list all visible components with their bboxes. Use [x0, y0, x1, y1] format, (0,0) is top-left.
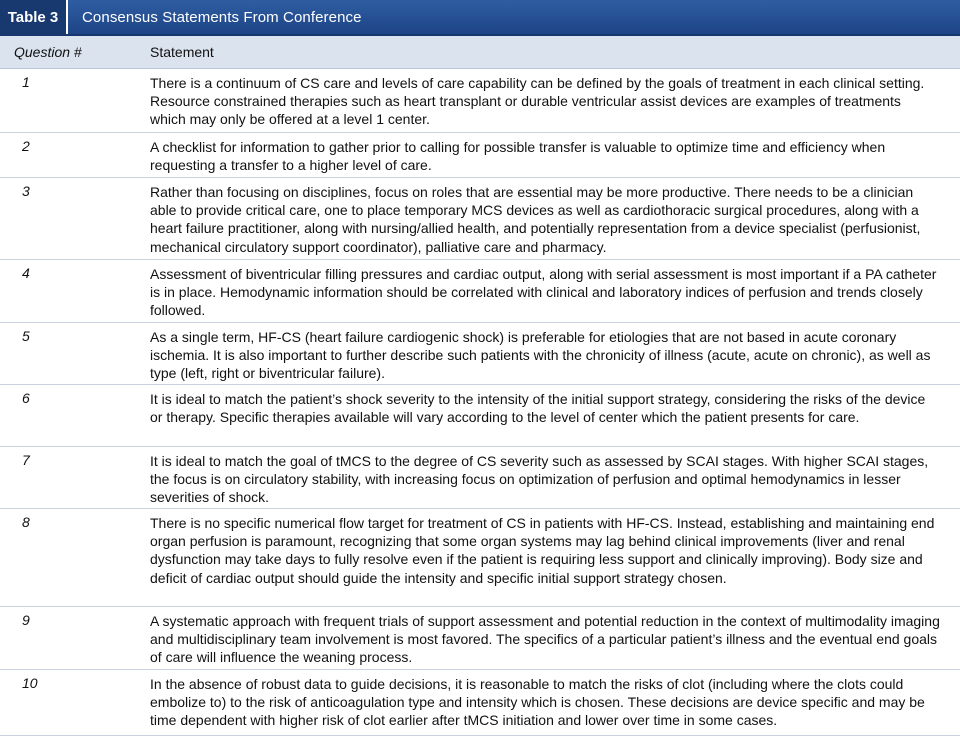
table-title: Consensus Statements From Conference	[82, 8, 362, 26]
table-row	[0, 133, 960, 178]
table-row	[0, 178, 960, 260]
question-column-header: Question #	[14, 44, 82, 60]
table-row	[0, 69, 960, 133]
column-header-row	[0, 36, 960, 69]
statement-text: In the absence of robust data to guide decisions, it is reasonable to match the risks of clot (including where the clots could embolize to) to the risk of anticoagulation type and intensity which is chosen. These decisions are device specific and may be time dependent with higher risk of clot earlier after tMCS initiation and lower over time in some cases.	[150, 676, 925, 729]
statement-text: There is no specific numerical flow target for treatment of CS in patients with HF-CS. Instead, establishing and maintaining end organ perfusion is paramount, recognizing that some organ systems may lag behind clinical improvements (liver and renal dysfunction may take days to fully resolve even if the patient is requiring less support and clinically improving). Body size and deficit of cardiac output should guide the intensity and specific initial support strategy chosen.	[150, 515, 935, 586]
question-number: 4	[22, 265, 30, 281]
question-number: 2	[22, 138, 30, 154]
table-row	[0, 447, 960, 509]
statement-text: Rather than focusing on disciplines, focus on roles that are essential may be more productive. There needs to be a clinician able to provide critical care, one to place temporary MCS devices as well as cardiothoracic surgical procedures, along with a heart failure practitioner, along with nursing/allied health, and potentially representation from a device specialist (perfusionist, mechanical circulatory support coordinator), palliative care and pharmacy.	[150, 184, 921, 255]
table-row	[0, 385, 960, 447]
question-number: 6	[22, 390, 30, 406]
question-number: 8	[22, 514, 30, 530]
table-row	[0, 607, 960, 670]
statement-column-header: Statement	[150, 44, 214, 60]
question-number: 3	[22, 183, 30, 199]
statement-text: It is ideal to match the patient’s shock severity to the intensity of the initial support strategy, considering the risks of the device or therapy. Specific therapies available will vary according to the level of center which the patient presents for care.	[150, 391, 926, 426]
question-number: 7	[22, 452, 30, 468]
table-row	[0, 670, 960, 736]
statement-text: A checklist for information to gather prior to calling for possible transfer is valuable to optimize time and efficiency when requesting a transfer to a higher level of care.	[150, 139, 886, 174]
question-number: 9	[22, 612, 30, 628]
table-row	[0, 323, 960, 385]
statement-text: Assessment of biventricular filling pressures and cardiac output, along with serial assessment is most important if a PA catheter is in place. Hemodynamic information should be correlated with clinical and laboratory indices of perfusion and trends closely followed.	[150, 266, 937, 319]
statement-text: As a single term, HF-CS (heart failure cardiogenic shock) is preferable for etiologies that are not based in acute coronary ischemia. It is also important to further describe such patients with the chronicity of illness (acute, acute on chronic), as well as type (left, right or biventricular failure).	[150, 329, 931, 382]
question-number: 5	[22, 328, 30, 344]
statement-text: A systematic approach with frequent trials of support assessment and potential reduction in the context of multimodality imaging and multidisciplinary team involvement is most favored. The specifics of a particular patient’s illness and the eventual end goals of care will influence the weaning process.	[150, 613, 940, 666]
table-row	[0, 509, 960, 607]
statement-text: It is ideal to match the goal of tMCS to the degree of CS severity such as assessed by SCAI stages. With higher SCAI stages, the focus is on circulatory stability, with increasing focus on optimization of perfusion and optimal hemodynamics in lesser severities of shock.	[150, 453, 929, 506]
table-banner	[0, 0, 960, 36]
question-number: 10	[22, 675, 38, 691]
table-number: Table 3	[0, 0, 68, 34]
question-number: 1	[22, 74, 30, 90]
statement-text: There is a continuum of CS care and levels of care capability can be defined by the goals of treatment in each clinical setting. Resource constrained therapies such as heart transplant or durable ventricular assist devices are examples of treatments which may only be offered at a level 1 center.	[150, 75, 925, 128]
table-row	[0, 260, 960, 323]
